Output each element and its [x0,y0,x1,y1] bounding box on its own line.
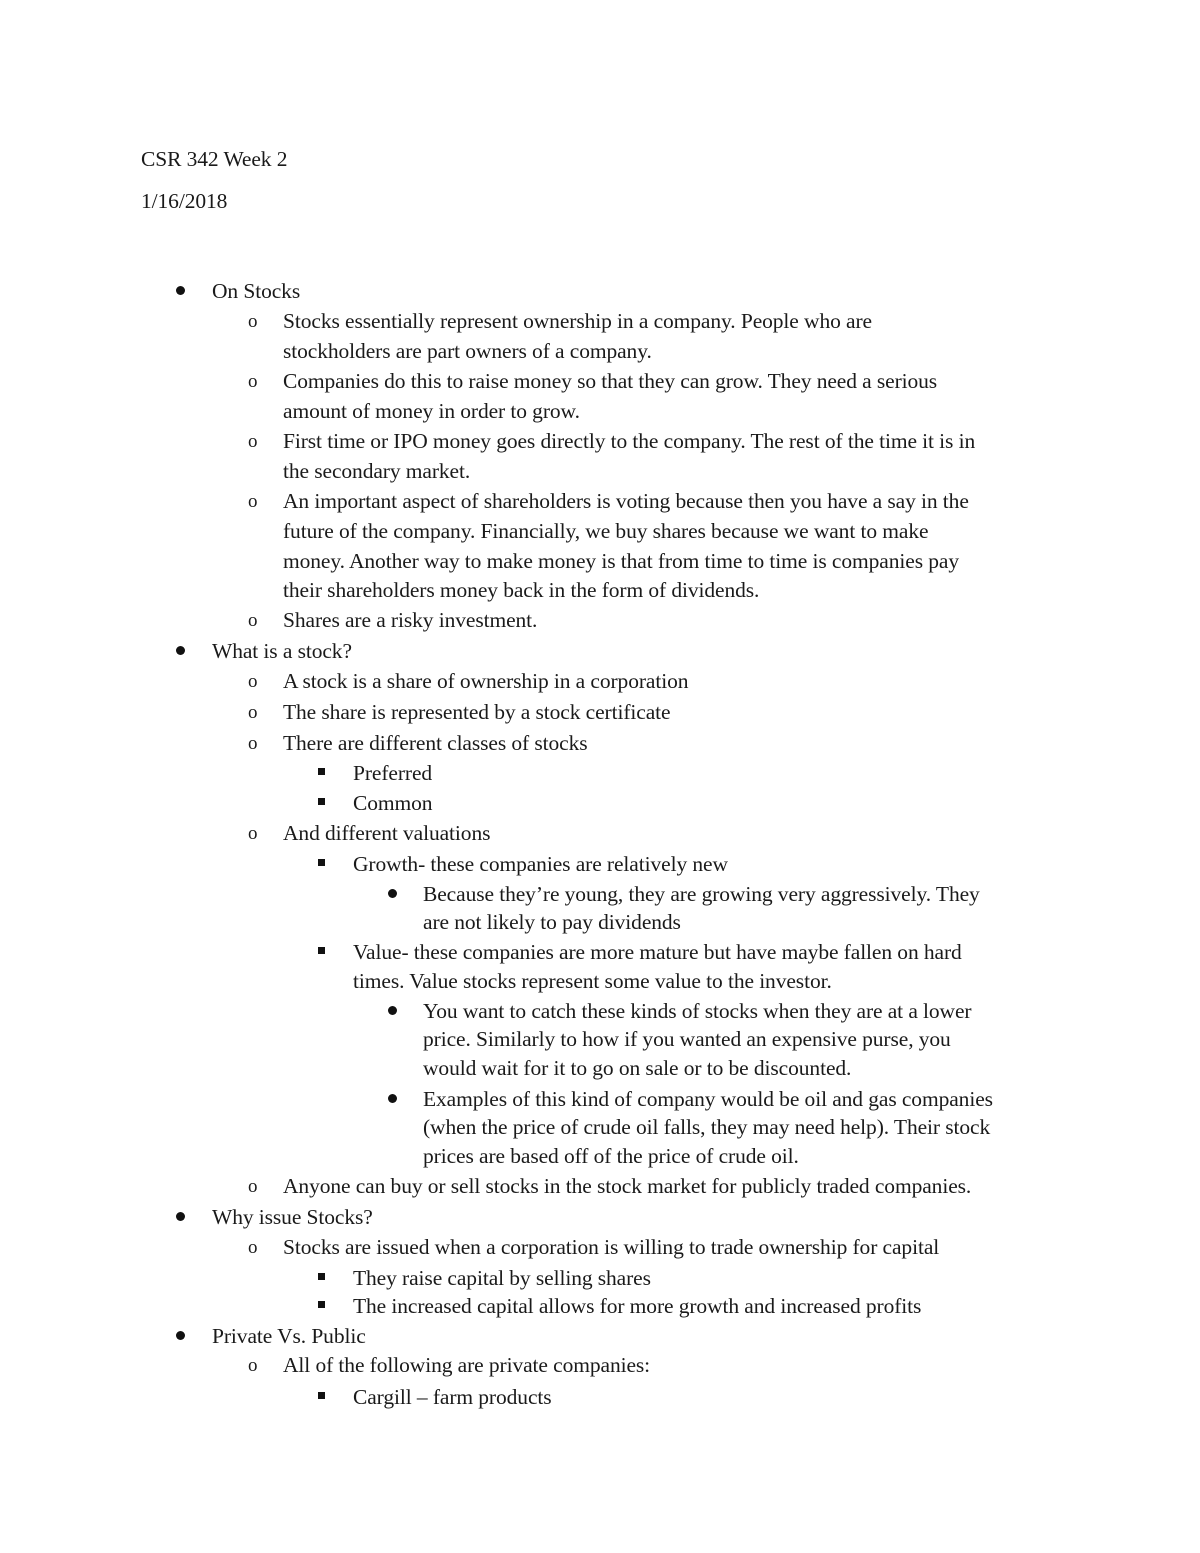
list-item-text: An important aspect of shareholders is voting because then you have a say in the [283,489,969,513]
section-heading: What is a stock? [212,639,352,663]
list-item-text: Examples of this kind of company would be oil and gas companies [423,1087,993,1111]
section-heading: Why issue Stocks? [212,1205,373,1229]
section-heading: Private Vs. Public [212,1324,366,1348]
bullet-circle-icon: o [248,823,258,844]
list-item-text: Cargill – farm products [353,1385,552,1409]
bullet-circle-icon: o [248,1176,258,1197]
document-title: CSR 342 Week 2 [141,147,288,171]
list-item-text: You want to catch these kinds of stocks when they are at a lower [423,999,972,1023]
bullet-circle-icon: o [248,431,258,452]
list-item-text: (when the price of crude oil falls, they may need help). Their stock [423,1115,991,1139]
list-item-text: Stocks are issued when a corporation is willing to trade ownership for capital [283,1235,940,1259]
bullet-square-icon [318,1273,325,1280]
document-date: 1/16/2018 [141,189,228,213]
list-item-text: their shareholders money back in the form of dividends. [283,578,760,602]
list-item-text: prices are based off of the price of crude oil. [423,1144,799,1168]
list-item-text: Shares are a risky investment. [283,608,538,632]
bullet-circle-icon: o [248,671,258,692]
list-item-text: would wait for it to go on sale or to be discounted. [423,1056,852,1080]
list-item-text: Stocks essentially represent ownership in a company. People who are [283,309,872,333]
bullet-square-icon [318,1301,325,1308]
list-item-text: price. Similarly to how if you wanted an expensive purse, you [423,1027,951,1051]
list-item-text: Because they’re young, they are growing very aggressively. They [423,882,980,906]
list-item-text: First time or IPO money goes directly to the company. The rest of the time it is in [283,429,976,453]
bullet-circle-icon: o [248,311,258,332]
bullet-disc-icon [388,1094,397,1103]
bullet-circle-icon: o [248,371,258,392]
list-item-text: future of the company. Financially, we buy shares because we want to make [283,519,929,543]
bullet-circle-icon: o [248,733,258,754]
list-item-text: They raise capital by selling shares [353,1266,651,1290]
bullet-square-icon [318,798,325,805]
list-item-text: times. Value stocks represent some value to the investor. [353,969,832,993]
list-item-text: Anyone can buy or sell stocks in the stock market for publicly traded companies. [283,1174,972,1198]
bullet-square-icon [318,859,325,866]
bullet-square-icon [318,947,325,954]
bullet-circle-icon: o [248,491,258,512]
list-item-text: And different valuations [283,821,491,845]
section-heading: On Stocks [212,279,301,303]
bullet-square-icon [318,1392,325,1399]
bullet-circle-icon: o [248,1355,258,1376]
list-item-text: Common [353,791,433,815]
bullet-disc-icon [176,286,185,295]
list-item-text: Preferred [353,761,433,785]
list-item-text: are not likely to pay dividends [423,910,681,934]
list-item-text: The increased capital allows for more growth and increased profits [353,1294,922,1318]
list-item-text: the secondary market. [283,459,471,483]
list-item-text: All of the following are private companies: [283,1353,651,1377]
bullet-disc-icon [388,1006,397,1015]
bullet-circle-icon: o [248,610,258,631]
list-item-text: Companies do this to raise money so that they can grow. They need a serious [283,369,938,393]
bullet-disc-icon [176,646,185,655]
bullet-circle-icon: o [248,1237,258,1258]
list-item-text: money. Another way to make money is that from time to time is companies pay [283,549,959,573]
list-item-text: There are different classes of stocks [283,731,588,755]
list-item-text: amount of money in order to grow. [283,399,580,423]
bullet-disc-icon [176,1331,185,1340]
list-item-text: Value- these companies are more mature but have maybe fallen on hard [353,940,962,964]
bullet-square-icon [318,768,325,775]
bullet-disc-icon [388,889,397,898]
bullet-circle-icon: o [248,702,258,723]
list-item-text: Growth- these companies are relatively new [353,852,728,876]
list-item-text: A stock is a share of ownership in a corporation [283,669,689,693]
list-item-text: The share is represented by a stock certificate [283,700,671,724]
list-item-text: stockholders are part owners of a company. [283,339,652,363]
bullet-disc-icon [176,1212,185,1221]
